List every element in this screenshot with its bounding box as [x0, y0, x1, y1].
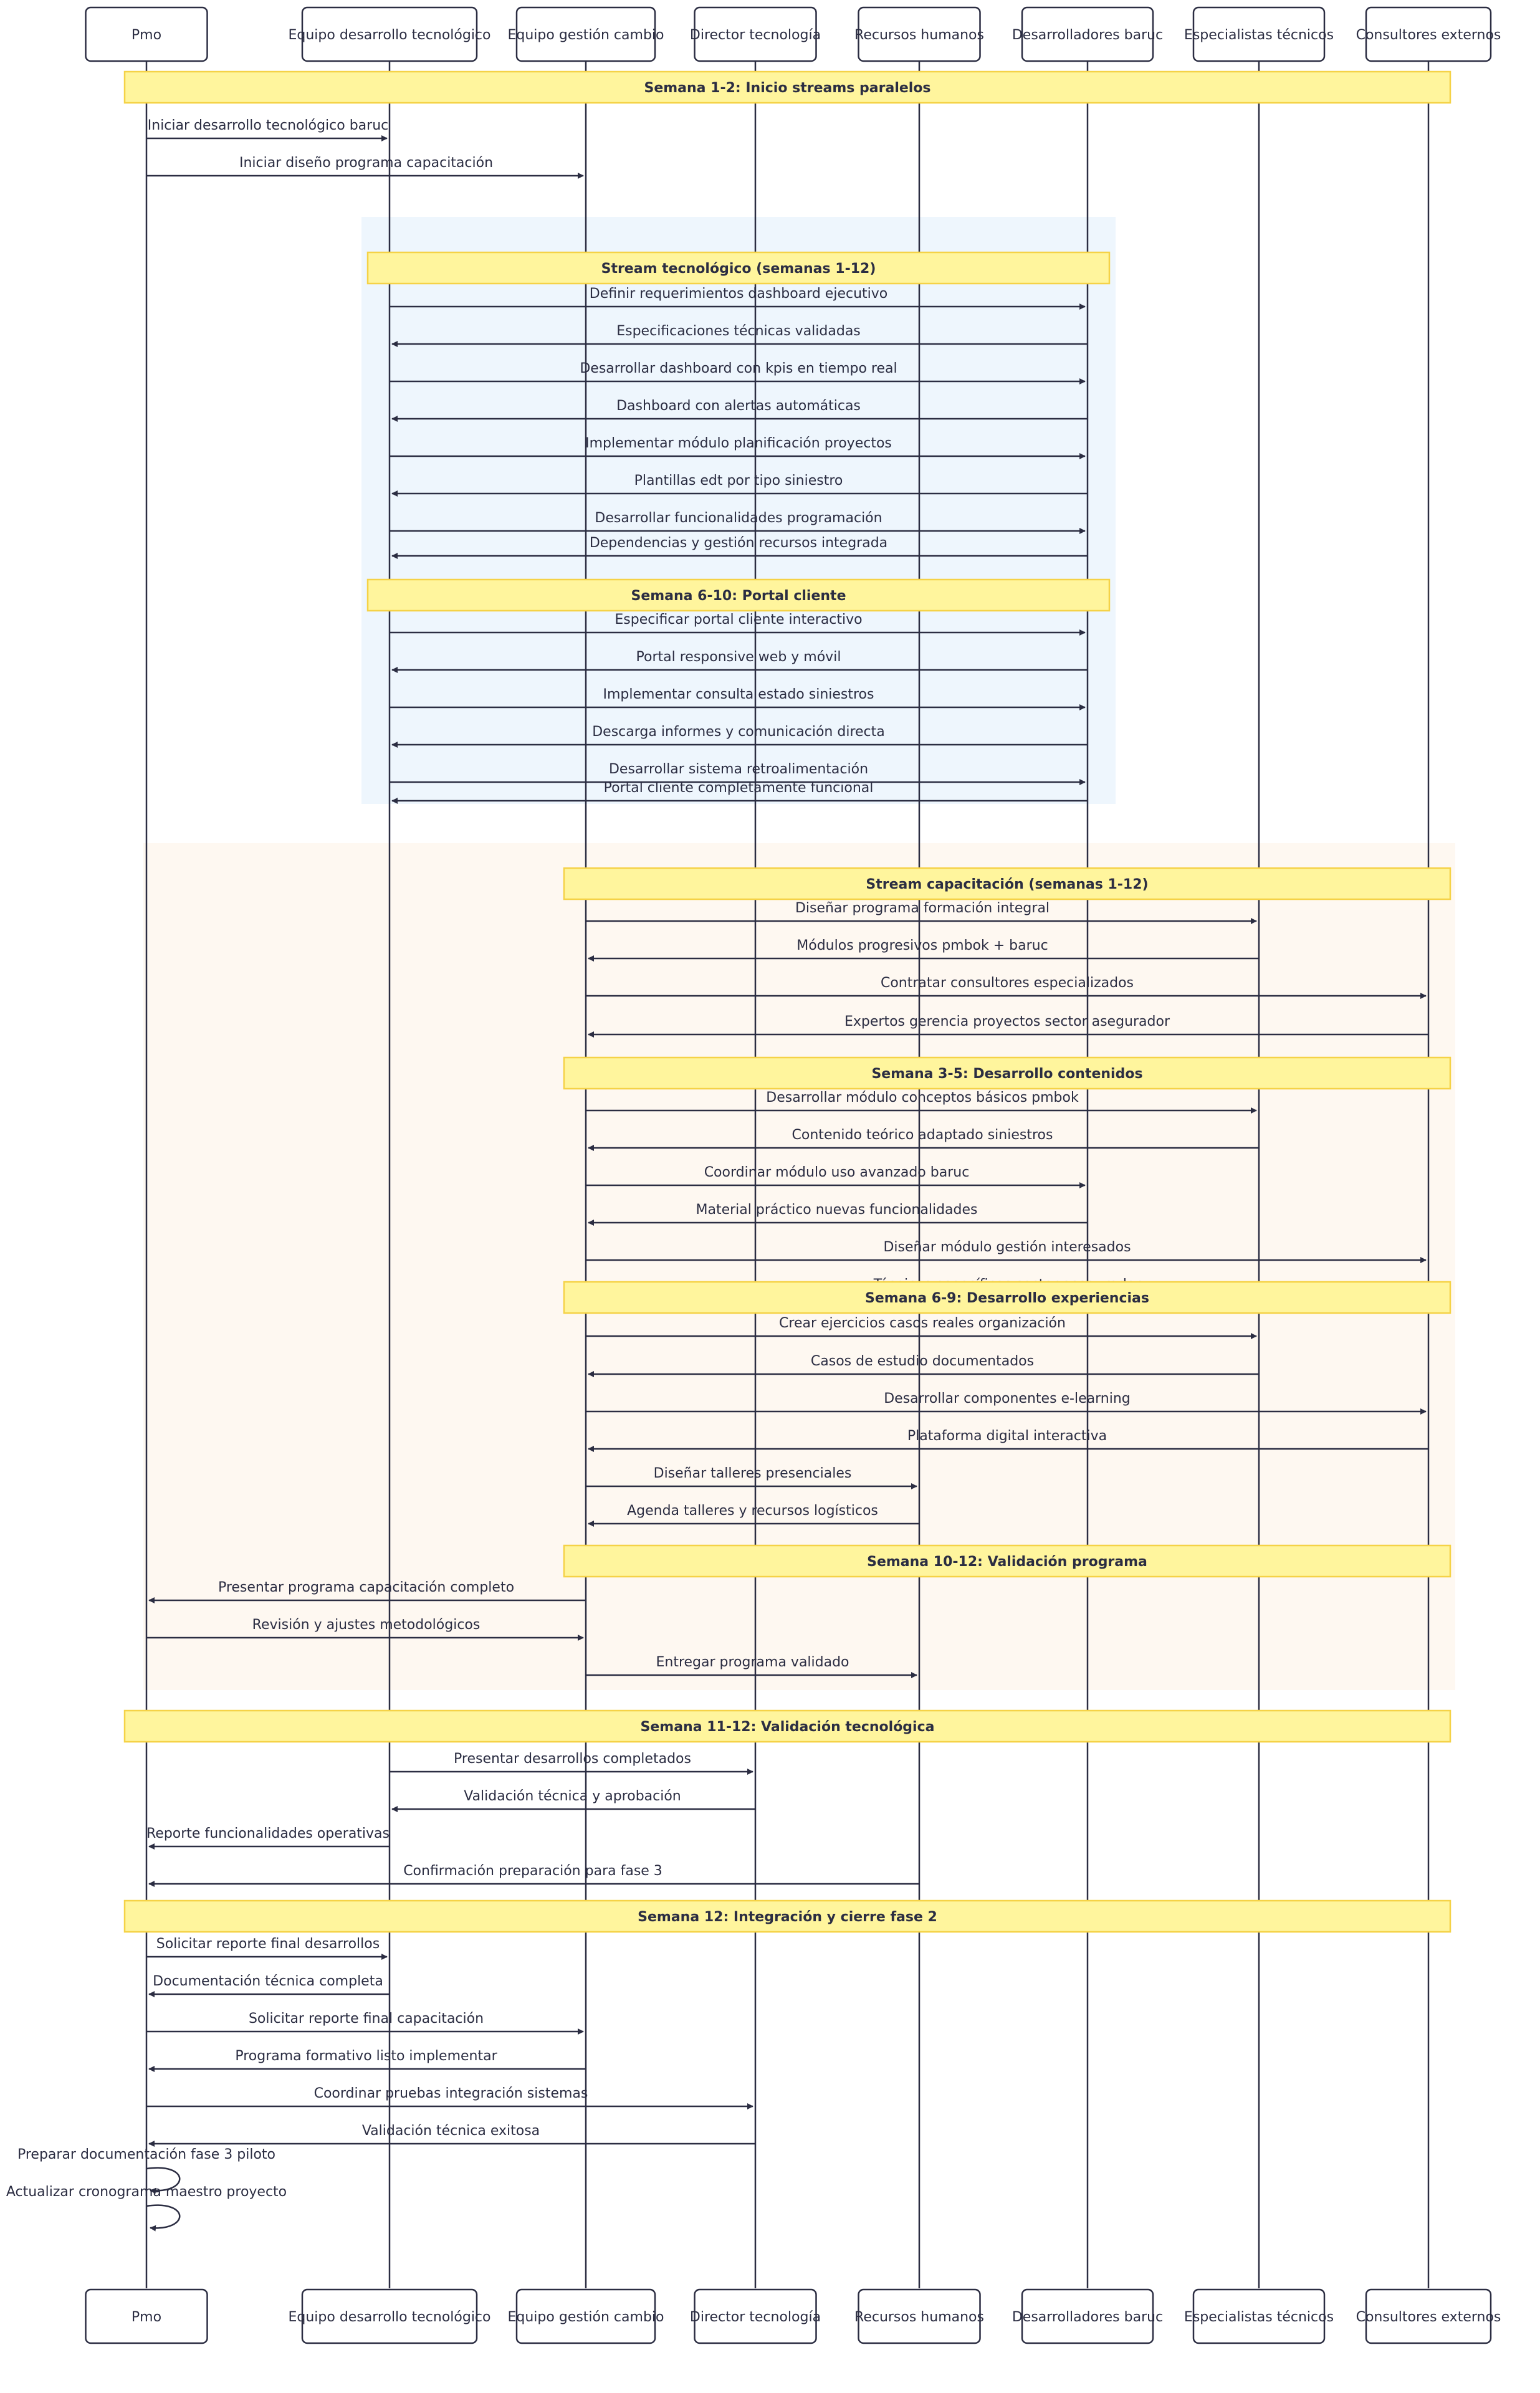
- actor-label: Equipo gestión cambio: [507, 2309, 664, 2325]
- actor-dev-top: [1012, 7, 1163, 61]
- message-label: Desarrollar componentes e-learning: [884, 1391, 1131, 1407]
- message-label: Iniciar desarrollo tecnológico baruc: [147, 118, 389, 133]
- actor-rh-top: [854, 7, 984, 61]
- message-solicitar-reporte-final-capacitacion: [146, 2011, 583, 2032]
- note-text: Stream capacitación (semanas 1-12): [866, 877, 1149, 892]
- message-label: Coordinar pruebas integración sistemas: [313, 2086, 588, 2101]
- message-coordinar-pruebas-integracion-sistemas: [146, 2086, 753, 2106]
- actor-label: Director tecnología: [689, 2309, 821, 2325]
- self-message-label: Actualizar cronograma maestro proyecto: [6, 2184, 287, 2200]
- message-label: Programa formativo listo implementar: [235, 2048, 497, 2064]
- message-label: Plantillas edt por tipo siniestro: [634, 473, 843, 489]
- note-text: Semana 6-10: Portal cliente: [631, 588, 846, 604]
- message-label: Contenido teórico adaptado siniestros: [792, 1127, 1053, 1143]
- message-label: Dependencias y gestión recursos integrada: [589, 535, 888, 551]
- note-semana-1-2-inicio-streams-paralelos: [125, 72, 1450, 103]
- note-text: Stream tecnológico (semanas 1-12): [601, 261, 876, 277]
- message-label: Crear ejercicios casos reales organización: [779, 1316, 1066, 1331]
- note-text: Semana 11-12: Validación tecnológica: [640, 1719, 935, 1735]
- message-label: Portal cliente completamente funcional: [603, 780, 874, 796]
- message-reporte-funcionalidades-operativas: [146, 1826, 390, 1846]
- message-label: Solicitar reporte final capacitación: [248, 2011, 484, 2027]
- note-stream-tecnologico-semanas-1-12: [368, 252, 1109, 284]
- actor-egc-top: [508, 7, 664, 61]
- note-stream-capacitacion-semanas-1-12: [564, 868, 1450, 899]
- message-label: Desarrollar módulo conceptos básicos pmbok: [766, 1090, 1079, 1106]
- message-label: Revisión y ajustes metodológicos: [252, 1617, 481, 1633]
- message-solicitar-reporte-final-desarrollos: [146, 1936, 387, 1957]
- message-documentacion-tecnica-completa: [149, 1974, 390, 1994]
- actor-label: Desarrolladores baruc: [1012, 2309, 1164, 2325]
- message-presentar-desarrollos-completados: [390, 1751, 753, 1772]
- note-semana-10-12-validacion-programa: [564, 1545, 1450, 1577]
- note-text: Semana 12: Integración y cierre fase 2: [638, 1909, 937, 1925]
- actor-dir-bottom: [690, 2290, 821, 2343]
- note-semana-6-10-portal-cliente: [368, 580, 1109, 611]
- actor-label: Pmo: [131, 27, 162, 43]
- message-label: Diseñar talleres presenciales: [653, 1466, 852, 1481]
- message-programa-formativo-listo-implementar: [149, 2048, 586, 2069]
- self-message-arrow: [146, 2205, 179, 2228]
- actor-rh-bottom: [854, 2290, 984, 2343]
- message-label: Portal responsive web y móvil: [636, 649, 841, 665]
- message-label: Implementar módulo planificación proyectos: [585, 436, 892, 451]
- actor-label: Consultores externos: [1356, 27, 1501, 43]
- message-label: Validación técnica y aprobación: [464, 1789, 681, 1804]
- actor-pmo-top: [86, 7, 208, 61]
- note-semana-12-integracion-y-cierre-fase-2: [125, 1901, 1450, 1932]
- actor-egc-bottom: [508, 2290, 664, 2343]
- message-label: Agenda talleres y recursos logísticos: [627, 1503, 878, 1519]
- note-text: Semana 6-9: Desarrollo experiencias: [865, 1291, 1149, 1306]
- message-label: Diseñar programa formación integral: [795, 900, 1050, 916]
- message-iniciar-diseno-programa-capacitacion: [146, 155, 583, 176]
- message-label: Módulos progresivos pmbok + baruc: [796, 938, 1048, 953]
- message-label: Desarrollar dashboard con kpis en tiempo real: [580, 361, 897, 376]
- actor-edt-top: [288, 7, 490, 61]
- actor-label: Recursos humanos: [854, 2309, 984, 2325]
- actor-pmo-bottom: [86, 2290, 208, 2343]
- actor-label: Desarrolladores baruc: [1012, 27, 1164, 43]
- actor-label: Equipo desarrollo tecnológico: [288, 27, 491, 43]
- message-label: Reporte funcionalidades operativas: [146, 1826, 390, 1841]
- message-label: Especificar portal cliente interactivo: [615, 612, 863, 628]
- actor-con-top: [1356, 7, 1501, 61]
- actor-label: Especialistas técnicos: [1184, 27, 1334, 43]
- actor-dir-top: [690, 7, 821, 61]
- message-label: Casos de estudio documentados: [810, 1354, 1035, 1369]
- message-label: Documentación técnica completa: [153, 1974, 383, 1989]
- message-label: Expertos gerencia proyectos sector asegurador: [844, 1014, 1170, 1029]
- message-label: Plataforma digital interactiva: [907, 1428, 1107, 1444]
- actor-edt-bottom: [288, 2290, 490, 2343]
- actor-label: Equipo gestión cambio: [507, 27, 664, 43]
- message-label: Desarrollar funcionalidades programación: [595, 510, 882, 526]
- actor-dev-bottom: [1012, 2290, 1163, 2343]
- note-text: Semana 1-2: Inicio streams paralelos: [644, 80, 931, 96]
- message-label: Especificaciones técnicas validadas: [616, 323, 861, 339]
- note-semana-3-5-desarrollo-contenidos: [564, 1058, 1450, 1089]
- message-validacion-tecnica-y-aprobacion: [392, 1789, 755, 1809]
- note-text: Semana 10-12: Validación programa: [867, 1554, 1147, 1570]
- message-label: Entregar programa validado: [656, 1655, 849, 1670]
- message-validacion-tecnica-exitosa: [149, 2123, 755, 2144]
- message-label: Dashboard con alertas automáticas: [616, 398, 861, 414]
- actor-esp-top: [1184, 7, 1334, 61]
- message-label: Descarga informes y comunicación directa: [592, 724, 885, 740]
- actor-label: Director tecnología: [689, 27, 821, 43]
- message-label: Solicitar reporte final desarrollos: [156, 1936, 380, 1952]
- message-label: Diseñar módulo gestión interesados: [883, 1239, 1131, 1255]
- message-label: Definir requerimientos dashboard ejecutivo: [589, 286, 888, 302]
- actor-label: Pmo: [131, 2309, 162, 2325]
- message-confirmacion-preparacion-para-fase-3: [149, 1863, 919, 1884]
- message-label: Presentar programa capacitación completo: [218, 1580, 515, 1595]
- note-semana-11-12-validacion-tecnologica: [125, 1711, 1450, 1742]
- actor-label: Consultores externos: [1356, 2309, 1501, 2325]
- message-label: Coordinar módulo uso avanzado baruc: [704, 1165, 970, 1180]
- message-label: Confirmación preparación para fase 3: [403, 1863, 662, 1879]
- message-label: Material práctico nuevas funcionalidades: [696, 1202, 978, 1218]
- note-semana-6-9-desarrollo-experiencias: [564, 1282, 1450, 1313]
- message-label: Presentar desarrollos completados: [454, 1751, 691, 1767]
- message-label: Iniciar diseño programa capacitación: [239, 155, 494, 171]
- message-label: Implementar consulta estado siniestros: [603, 687, 874, 702]
- message-label: Validación técnica exitosa: [361, 2123, 540, 2139]
- actor-con-bottom: [1356, 2290, 1501, 2343]
- message-iniciar-desarrollo-tecnologico-baruc: [146, 118, 388, 138]
- actor-esp-bottom: [1184, 2290, 1334, 2343]
- actor-label: Especialistas técnicos: [1184, 2309, 1334, 2325]
- message-label: Contratar consultores especializados: [880, 975, 1134, 991]
- note-text: Semana 3-5: Desarrollo contenidos: [871, 1066, 1143, 1082]
- message-label: Desarrollar sistema retroalimentación: [608, 762, 869, 777]
- self-message-label: Preparar documentación fase 3 piloto: [17, 2147, 276, 2162]
- actor-label: Recursos humanos: [854, 27, 984, 43]
- actor-label: Equipo desarrollo tecnológico: [288, 2309, 491, 2325]
